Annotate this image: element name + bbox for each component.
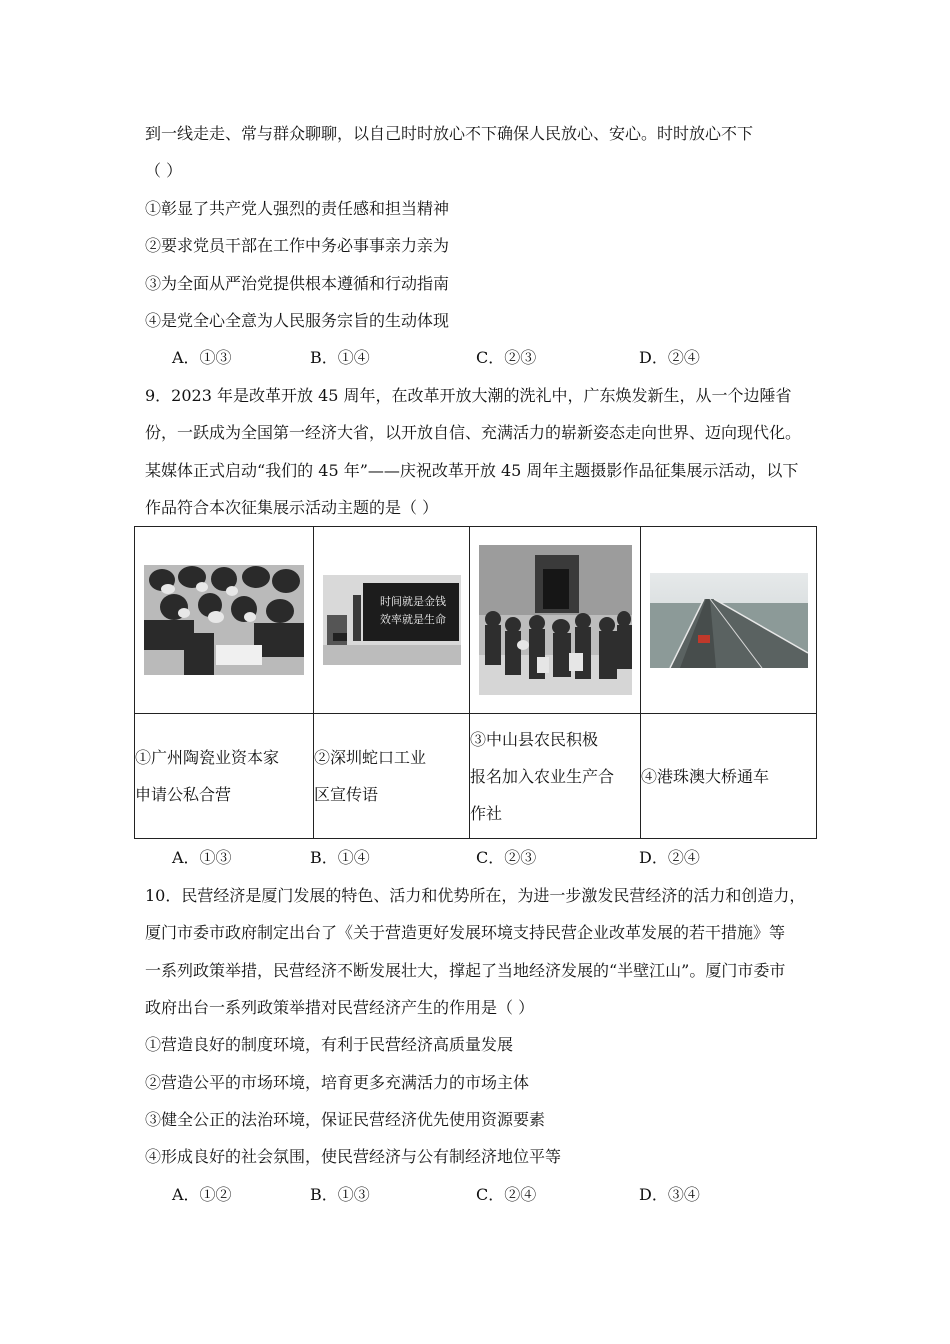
q10-option-d[interactable]: D．③④ bbox=[639, 1185, 700, 1204]
photo-hzmb-bridge bbox=[650, 573, 808, 668]
caption-cell-3 bbox=[470, 714, 641, 839]
q9-photo-table bbox=[134, 526, 817, 839]
q10-statement-4: ④形成良好的社会氛围，使民营经济与公有制经济地位平等 bbox=[145, 1147, 562, 1166]
q9-stem-line-1: 9．2023 年是改革开放 45 周年，在改革开放大潮的洗礼中，广东焕发新生，从一个边陲省 bbox=[145, 386, 792, 405]
photo-shekou-slogan bbox=[323, 575, 461, 665]
caption-2-line-2: 区宣传语 bbox=[314, 785, 379, 804]
caption-cell-2 bbox=[314, 714, 470, 839]
photo-zhongshan-farmers bbox=[479, 545, 632, 695]
q8-option-d[interactable]: D．②④ bbox=[639, 348, 700, 367]
caption-cell-4 bbox=[641, 714, 817, 839]
q8-stem-line-1: 到一线走走、常与群众聊聊，以自己时时放心不下确保人民放心、安心。时时放心不下 bbox=[145, 124, 754, 143]
q10-stem-line-1: 10．民营经济是厦门发展的特色、活力和优势所在，为进一步激发民营经济的活力和创造力， bbox=[145, 886, 806, 905]
q10-option-a[interactable]: A．①② bbox=[172, 1185, 232, 1204]
q8-statement-2: ②要求党员干部在工作中务必事事亲力亲为 bbox=[145, 236, 450, 255]
photo-slogan-line-1: 时间就是金钱 bbox=[379, 595, 446, 608]
q8-options bbox=[172, 347, 732, 369]
q9-option-c[interactable]: C．②③ bbox=[476, 848, 537, 867]
photo-cell-1 bbox=[135, 527, 314, 714]
q9-stem-line-3: 某媒体正式启动“我们的 45 年”——庆祝改革开放 45 周年主题摄影作品征集展示活动，以下 bbox=[145, 461, 799, 480]
q10-statement-1: ①营造良好的制度环境，有利于民营经济高质量发展 bbox=[145, 1035, 514, 1054]
q8-answer-blank: （ ） bbox=[145, 161, 183, 180]
q8-option-a[interactable]: A．①③ bbox=[172, 348, 232, 367]
q10-statement-3: ③健全公正的法治环境，保证民营经济优先使用资源要素 bbox=[145, 1110, 546, 1129]
q10-stem-line-3: 一系列政策举措，民营经济不断发展壮大，撑起了当地经济发展的“半壁江山”。厦门市委市 bbox=[145, 961, 786, 980]
q10-stem-line-4: 政府出台一系列政策举措对民营经济产生的作用是（ ） bbox=[145, 998, 535, 1017]
caption-cell-1 bbox=[135, 714, 314, 839]
q9-options bbox=[172, 847, 732, 869]
q8-option-b[interactable]: B．①④ bbox=[310, 348, 370, 367]
caption-4-line-1: ④港珠澳大桥通车 bbox=[641, 766, 770, 786]
q10-option-c[interactable]: C．②④ bbox=[476, 1185, 537, 1204]
caption-2-line-1: ②深圳蛇口工业 bbox=[314, 748, 427, 767]
photo-slogan-line-2: 效率就是生命 bbox=[379, 613, 446, 626]
q8-statement-3: ③为全面从严治党提供根本遵循和行动指南 bbox=[145, 274, 450, 293]
caption-3-line-1: ③中山县农民积极 bbox=[470, 729, 599, 749]
photo-ceramics-merger bbox=[144, 565, 304, 675]
caption-1-line-1: ①广州陶瓷业资本家 bbox=[135, 748, 280, 767]
q10-option-b[interactable]: B．①③ bbox=[310, 1185, 370, 1204]
q9-stem-line-4: 作品符合本次征集展示活动主题的是（ ） bbox=[145, 498, 439, 517]
caption-3-line-2: 报名加入农业生产合 bbox=[470, 766, 615, 786]
caption-1-line-2: 申请公私合营 bbox=[135, 785, 232, 804]
photo-cell-3 bbox=[470, 527, 641, 714]
q9-option-a[interactable]: A．①③ bbox=[172, 848, 232, 867]
q10-options bbox=[172, 1184, 732, 1206]
q10-stem-line-2: 厦门市委市政府制定出台了《关于营造更好发展环境支持民营企业改革发展的若干措施》等 bbox=[145, 923, 786, 942]
photo-cell-2 bbox=[314, 527, 470, 714]
q10-statement-2: ②营造公平的市场环境，培育更多充满活力的市场主体 bbox=[145, 1073, 530, 1092]
q9-option-b[interactable]: B．①④ bbox=[310, 848, 370, 867]
q8-option-c[interactable]: C．②③ bbox=[476, 348, 537, 367]
caption-3-line-3: 作社 bbox=[470, 803, 503, 823]
q8-statement-4: ④是党全心全意为人民服务宗旨的生动体现 bbox=[145, 311, 450, 330]
q9-stem-line-2: 份，一跃成为全国第一经济大省，以开放自信、充满活力的崭新姿态走向世界、迈向现代化。 bbox=[145, 423, 802, 442]
q9-option-d[interactable]: D．②④ bbox=[639, 848, 700, 867]
q8-statement-1: ①彰显了共产党人强烈的责任感和担当精神 bbox=[145, 199, 450, 218]
photo-cell-4 bbox=[641, 527, 817, 714]
